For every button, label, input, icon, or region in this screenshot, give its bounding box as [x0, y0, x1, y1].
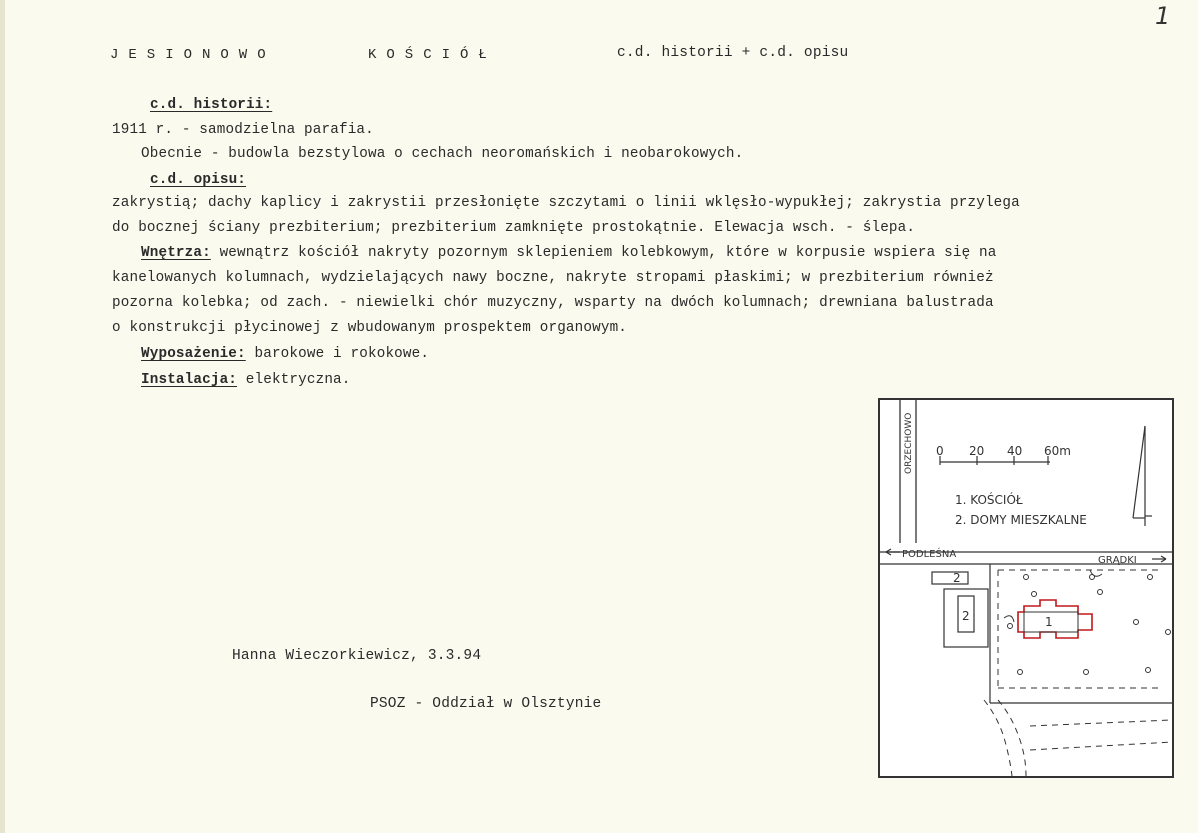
interior-text-1: wewnątrz kościół nakryty pozornym sklepieniem kolebkowym, które w korpusie wspiera się na	[210, 245, 997, 261]
interior-label: Wnętrza:	[141, 245, 211, 261]
equipment-label: Wyposażenie:	[141, 346, 246, 362]
header-place: JESIONOWO	[110, 47, 276, 63]
church-plan	[1018, 600, 1092, 638]
street-label-gradki: GRĄDKI	[1098, 555, 1137, 566]
street-label-orzechowo: ORZECHOWO	[904, 412, 914, 474]
scale-tick-40: 40	[1007, 444, 1023, 458]
footpaths	[984, 700, 1172, 776]
house-building	[932, 572, 968, 584]
scale-tick-20: 20	[969, 444, 985, 458]
installation-text: elektryczna.	[237, 372, 351, 388]
scale-bar	[936, 444, 1071, 465]
interior-line-4: o konstrukcji płycinowej z wbudowanym prospektem organowym.	[112, 320, 628, 336]
legend-item-church: 1. KOŚCIÓŁ	[955, 493, 1023, 507]
description-line-1: zakrystią; dachy kaplicy i zakrystii przesłonięte szczytami o linii wklęsło-wypukłej; zakrystia przylega	[112, 195, 1020, 211]
description-line-2: do bocznej ściany prezbiterium; prezbiterium zamknięte prostokątnie. Elewacja wsch. - ślepa.	[112, 220, 916, 236]
description-heading: c.d. opisu:	[150, 172, 247, 188]
house-label: 2	[962, 609, 970, 623]
scale-tick-60m: 60m	[1044, 444, 1071, 458]
institution: PSOZ - Oddział w Olsztynie	[370, 696, 602, 712]
legend-item-houses: 2. DOMY MIESZKALNE	[955, 513, 1087, 527]
page-edge	[0, 0, 5, 833]
interior-line-2: kanelowanych kolumnach, wydzielających nawy boczne, nakryte stropami płaskimi; w prezbiterium również	[112, 270, 994, 286]
page-number: 1	[1155, 2, 1171, 30]
street-label-podlesna: PODLEŚNA	[902, 549, 957, 560]
site-plan-drawing	[880, 400, 1172, 776]
house-label: 2	[953, 571, 961, 585]
site-plan-map	[878, 398, 1174, 778]
equipment-text: barokowe i rokokowe.	[245, 346, 430, 362]
interior-line-3: pozorna kolebka; od zach. - niewielki chór muzyczny, wsparty na dwóch kolumnach; drewniana balustrada	[112, 295, 994, 311]
churchyard-fence	[998, 570, 1162, 688]
installation-label: Instalacja:	[141, 372, 238, 388]
history-line-2: Obecnie - budowla bezstylowa o cechach neoromańskich i neobarokowych.	[141, 146, 744, 162]
interior-line-1	[141, 245, 997, 261]
header-section: c.d. historii + c.d. opisu	[617, 45, 849, 61]
tree-markers	[1008, 575, 1171, 675]
north-arrow-icon	[1133, 426, 1152, 526]
installation-line	[141, 372, 351, 388]
header-object: KOŚCIÓŁ	[368, 47, 497, 63]
author-date: Hanna Wieczorkiewicz, 3.3.94	[232, 648, 482, 664]
church-label: 1	[1045, 615, 1053, 629]
history-line-1: 1911 r. - samodzielna parafia.	[112, 122, 374, 138]
history-heading: c.d. historii:	[150, 97, 273, 113]
equipment-line	[141, 346, 429, 362]
scale-tick-0: 0	[936, 444, 944, 458]
